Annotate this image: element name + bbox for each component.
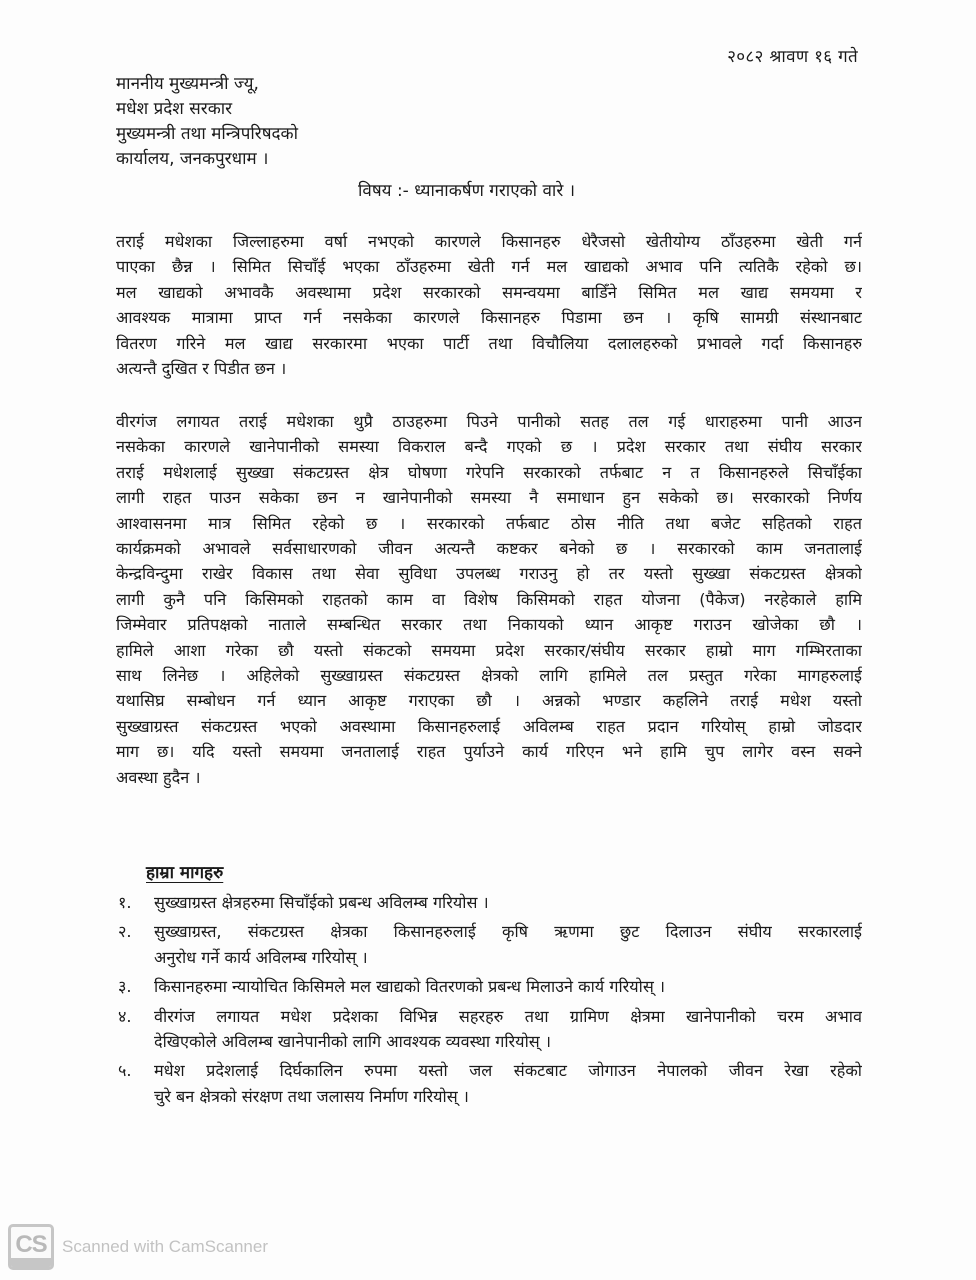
paragraph-line: साथ लिनेछ । अहिलेको सुख्खाग्रस्त संकटग्रस्त क्षेत्रको लागि हामिले तल प्रस्तुत गरेका मागहरुलाई xyxy=(116,666,862,686)
demand-line: देखिएकोले अविलम्ब खानेपानीको लागि आवश्यक व्यवस्था गरियोस् । xyxy=(154,1032,551,1052)
paragraph-line: लागी राहत पाउन सकेका छन न खानेपानीको समस्या नै समाधान हुन सकेको छ। सरकारको निर्णय xyxy=(116,488,862,508)
recipient-line: मुख्यमन्त्री तथा मन्त्रिपरिषदको xyxy=(116,124,299,144)
demands-heading: हाम्रा मागहरु xyxy=(146,863,224,883)
paragraph-line: जिम्मेवार प्रतिपक्षको नाताले सम्बन्धित सरकार तथा निकायको ध्यान आकृष्ट गराउन खोजेका छौ । xyxy=(116,615,862,635)
recipient-line: माननीय मुख्यमन्त्री ज्यू, xyxy=(116,74,259,94)
paragraph-1 xyxy=(116,229,862,381)
watermark-text: Scanned with CamScanner xyxy=(62,1237,269,1256)
paragraph-line: लागी कुनै पनि किसिमको राहतको काम वा विशेष किसिमको राहत योजना (पैकेज) नरहेकाले हामि xyxy=(116,589,862,609)
letter-date: २०८२ श्रावण १६ गते xyxy=(727,47,858,67)
camscanner-logo-bar xyxy=(11,1258,51,1267)
demand-item xyxy=(118,974,862,999)
paragraph-line: वितरण गरिने मल खाद्य सरकारमा भएका पार्टी तथा विचौलिया दलालहरुको प्रभावले गर्दा किसानहरु xyxy=(116,333,862,353)
paragraph-line: हामिले आशा गरेका छौ यस्तो संकटको समयमा प्रदेश सरकार/संघीय सरकार हाम्रो माग गम्भिरताका xyxy=(116,640,862,660)
paragraph-line: अत्यन्तै दुखित र पिडीत छन । xyxy=(116,359,287,379)
paragraph-line: मल खाद्यको अभावकै अवस्थामा प्रदेश सरकारको समन्वयमा बाडिँने सिमित मल खाद्य समयमा र xyxy=(116,282,862,302)
demand-number: ५. xyxy=(118,1061,132,1081)
demand-item xyxy=(118,919,862,970)
demand-line: सुख्खाग्रस्त क्षेत्रहरुमा सिचाँईको प्रबन्ध अविलम्ब गरियोस । xyxy=(154,893,489,912)
demand-item xyxy=(118,1004,862,1055)
demand-line: वीरगंज लगायत मधेश प्रदेशका विभिन्न सहरहरु तथा ग्रामिण क्षेत्रमा खानेपानीको चरम अभाव xyxy=(154,1006,862,1026)
paragraph-line: अवस्था हुदैन । xyxy=(116,767,201,787)
paragraph-line: तराई मधेशका जिल्लाहरुमा वर्षा नभएको कारणले किसानहरु धेरैजसो खेतीयोग्य ठाँउहरुमा खेती गर्न xyxy=(116,232,862,251)
paragraph-line: सुख्खाग्रस्त संकटग्रस्त भएको अवस्थामा किसानहरुलाई अविलम्ब राहत प्रदान गरियोस् हाम्रो जोडदार xyxy=(116,716,862,736)
demand-line: चुरे बन क्षेत्रको संरक्षण तथा जलासय निर्माण गरियोस् । xyxy=(154,1086,469,1106)
demand-item xyxy=(118,890,862,915)
demand-line: किसानहरुमा न्यायोचित किसिमले मल खाद्यको वितरणको प्रबन्ध मिलाउने कार्य गरियोस् । xyxy=(154,977,666,997)
paragraph-line: कार्यक्रमको अभावले सर्वसाधारणको जीवन अत्यन्तै कष्टकर बनेको छ । सरकारको काम जनतालाई xyxy=(116,539,862,559)
demand-line: अनुरोध गर्ने कार्य अविलम्ब गरियोस् । xyxy=(154,947,368,967)
paragraph-line: माग छ। यदि यस्तो समयमा जनतालाई राहत पुर्याउने कार्य गरिएन भने हामि चुप लागेर वस्न सक्ने xyxy=(116,742,862,762)
recipient-line: मधेश प्रदेश सरकार xyxy=(116,99,233,119)
paragraph-line: वीरगंज लगायत तराई मधेशका थुप्रै ठाउहरुमा पिउने पानीको सतह तल गई धाराहरुमा पानी आउन xyxy=(116,412,862,431)
demand-number: २. xyxy=(118,922,132,942)
demand-line: सुख्खाग्रस्त, संकटग्रस्त क्षेत्रका किसानहरुलाई कृषि ऋणमा छुट दिलाउन संघीय सरकारलाई xyxy=(154,922,862,942)
demand-number: ३. xyxy=(118,977,132,997)
paragraph-2 xyxy=(116,409,862,790)
letter-subject: विषय :- ध्यानाकर्षण गराएको वारे । xyxy=(358,181,576,201)
paragraph-line: पाएका छैन्न । सिमित सिचाँई भएका ठाँउहरुमा खेती गर्न मल खाद्यको अभाव पनि त्यतिकै रहेको छ। xyxy=(116,257,862,277)
paragraph-line: आश्वासनमा मात्र सिमित रहेको छ । सरकारको तर्फबाट ठोस नीति तथा बजेट सहितको राहत xyxy=(116,513,862,533)
paragraph-line: तराई मधेशलाई सुख्खा संकटग्रस्त क्षेत्र घोषणा गरेपनि सरकारको तर्फबाट न त किसानहरुले सिचाँईका xyxy=(116,462,862,482)
camscanner-logo-icon xyxy=(8,1224,54,1270)
demands-list xyxy=(118,890,862,1113)
demand-number: १. xyxy=(118,893,132,912)
demand-item xyxy=(118,1058,862,1109)
demand-line: मधेश प्रदेशलाई दिर्घकालिन रुपमा यस्तो जल संकटबाट जोगाउन नेपालको जीवन रेखा रहेको xyxy=(154,1061,862,1081)
camscanner-watermark xyxy=(8,1224,268,1270)
recipient-line: कार्यालय, जनकपुरधाम । xyxy=(116,149,269,169)
recipient-address xyxy=(116,72,298,172)
paragraph-line: केन्द्रविन्दुमा राखेर विकास तथा सेवा सुविधा उपलब्ध गराउनु हो तर यस्तो सुख्खा संकटग्रस्त क्षेत्रको xyxy=(116,564,862,584)
demand-number: ४. xyxy=(118,1006,132,1026)
paragraph-line: आवश्यक मात्रामा प्राप्त गर्न नसकेका कारणले किसानहरु पिडामा छन । कृषि सामग्री संस्थानबाट xyxy=(116,308,862,328)
paragraph-line: यथासिघ्र सम्बोधन गर्न ध्यान आकृष्ट गराएका छौ । अन्नको भण्डार कहलिने तराई मधेश यस्तो xyxy=(116,691,862,711)
camscanner-logo-text: CS xyxy=(15,1231,47,1258)
paragraph-line: नसकेका कारणले खानेपानीको समस्या विकराल बन्दै गएको छ । प्रदेश सरकार तथा संघीय सरकार xyxy=(116,437,862,457)
